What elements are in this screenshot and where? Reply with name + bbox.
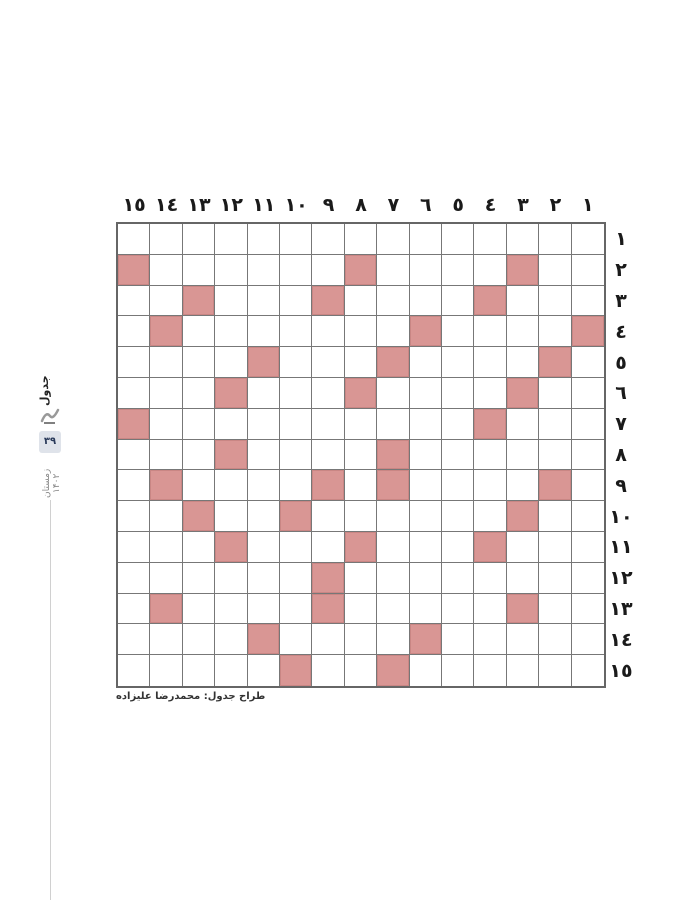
grid-cell[interactable] bbox=[474, 563, 506, 594]
grid-cell[interactable] bbox=[572, 594, 604, 625]
row-number: ٣ bbox=[615, 290, 627, 312]
grid-cell[interactable] bbox=[474, 624, 506, 655]
grid-cell[interactable] bbox=[150, 532, 182, 563]
grid-cell[interactable] bbox=[150, 255, 182, 286]
grid-cell[interactable] bbox=[539, 563, 571, 594]
grid-cell[interactable] bbox=[377, 594, 409, 625]
black-cell bbox=[248, 347, 280, 378]
grid-cell[interactable] bbox=[248, 378, 280, 409]
grid-cell[interactable] bbox=[118, 594, 150, 625]
grid-cell[interactable] bbox=[183, 255, 215, 286]
grid-cell[interactable] bbox=[215, 470, 247, 501]
grid-cell[interactable] bbox=[183, 440, 215, 471]
grid-cell[interactable] bbox=[474, 594, 506, 625]
black-cell bbox=[183, 286, 215, 317]
sidebar-rule bbox=[50, 500, 51, 900]
row-number: ١٣ bbox=[609, 598, 633, 620]
grid-cell[interactable] bbox=[118, 563, 150, 594]
black-cell bbox=[474, 409, 506, 440]
grid-cell[interactable] bbox=[572, 255, 604, 286]
grid-cell[interactable] bbox=[215, 347, 247, 378]
grid-cell[interactable] bbox=[118, 347, 150, 378]
grid-cell[interactable] bbox=[442, 655, 474, 686]
grid-cell[interactable] bbox=[215, 255, 247, 286]
row-number: ٦ bbox=[615, 382, 627, 405]
grid-cell[interactable] bbox=[248, 224, 280, 255]
grid-cell[interactable] bbox=[345, 624, 377, 655]
grid-cell[interactable] bbox=[410, 378, 442, 409]
row-number: ٥ bbox=[615, 351, 627, 374]
grid-cell[interactable] bbox=[150, 440, 182, 471]
grid-cell[interactable] bbox=[345, 655, 377, 686]
grid-cell[interactable] bbox=[442, 563, 474, 594]
grid-cell[interactable] bbox=[474, 655, 506, 686]
grid-cell[interactable] bbox=[183, 532, 215, 563]
black-cell bbox=[312, 563, 344, 594]
crossword-grid bbox=[116, 222, 606, 688]
grid-cell[interactable] bbox=[442, 470, 474, 501]
grid-cell[interactable] bbox=[410, 501, 442, 532]
grid-cell[interactable] bbox=[280, 563, 312, 594]
grid-cell[interactable] bbox=[474, 440, 506, 471]
grid-cell[interactable] bbox=[248, 316, 280, 347]
column-number: ۱ bbox=[581, 194, 594, 216]
grid-cell[interactable] bbox=[312, 501, 344, 532]
grid-cell[interactable] bbox=[215, 224, 247, 255]
grid-cell[interactable] bbox=[280, 378, 312, 409]
grid-cell[interactable] bbox=[377, 624, 409, 655]
black-cell bbox=[345, 378, 377, 409]
column-number: ۳ bbox=[517, 194, 529, 216]
grid-cell[interactable] bbox=[215, 655, 247, 686]
magazine-logo-icon bbox=[40, 407, 60, 425]
grid-cell[interactable] bbox=[150, 624, 182, 655]
black-cell bbox=[572, 316, 604, 347]
grid-cell[interactable] bbox=[150, 347, 182, 378]
column-number: ٥ bbox=[452, 194, 464, 216]
grid-cell[interactable] bbox=[377, 378, 409, 409]
grid-cell[interactable] bbox=[280, 470, 312, 501]
grid-cell[interactable] bbox=[377, 501, 409, 532]
grid-cell[interactable] bbox=[442, 532, 474, 563]
black-cell bbox=[345, 532, 377, 563]
grid-cell[interactable] bbox=[572, 224, 604, 255]
grid-cell[interactable] bbox=[248, 440, 280, 471]
grid-cell[interactable] bbox=[377, 286, 409, 317]
grid-cell[interactable] bbox=[312, 316, 344, 347]
grid-cell[interactable] bbox=[215, 409, 247, 440]
grid-cell[interactable] bbox=[572, 655, 604, 686]
grid-cell[interactable] bbox=[474, 347, 506, 378]
grid-cell[interactable] bbox=[442, 224, 474, 255]
grid-cell[interactable] bbox=[442, 624, 474, 655]
grid-cell[interactable] bbox=[215, 286, 247, 317]
grid-cell[interactable] bbox=[507, 624, 539, 655]
column-number: ١٠ bbox=[284, 194, 308, 216]
grid-cell[interactable] bbox=[312, 378, 344, 409]
designer-credit: طراح جدول: محمدرضا علیزاده bbox=[116, 691, 266, 702]
row-number: ١ bbox=[615, 228, 627, 251]
sidebar-title: جدول bbox=[38, 375, 51, 406]
grid-cell[interactable] bbox=[215, 624, 247, 655]
grid-cell[interactable] bbox=[312, 655, 344, 686]
grid-cell[interactable] bbox=[183, 224, 215, 255]
grid-cell[interactable] bbox=[410, 470, 442, 501]
grid-cell[interactable] bbox=[312, 624, 344, 655]
row-number: ١٤ bbox=[609, 628, 633, 651]
grid-cell[interactable] bbox=[377, 224, 409, 255]
row-number: ٧ bbox=[615, 413, 627, 436]
grid-cell[interactable] bbox=[507, 440, 539, 471]
grid-cell[interactable] bbox=[442, 286, 474, 317]
black-cell bbox=[150, 470, 182, 501]
grid-cell[interactable] bbox=[248, 563, 280, 594]
grid-cell[interactable] bbox=[312, 347, 344, 378]
grid-cell[interactable] bbox=[442, 378, 474, 409]
grid-cell[interactable] bbox=[507, 224, 539, 255]
grid-cell[interactable] bbox=[442, 501, 474, 532]
grid-cell[interactable] bbox=[507, 347, 539, 378]
grid-cell[interactable] bbox=[280, 316, 312, 347]
grid-cell[interactable] bbox=[572, 624, 604, 655]
grid-cell[interactable] bbox=[345, 440, 377, 471]
grid-cell[interactable] bbox=[280, 255, 312, 286]
grid-cell[interactable] bbox=[442, 440, 474, 471]
black-cell bbox=[248, 624, 280, 655]
column-number: ١٢ bbox=[219, 194, 243, 216]
grid-cell[interactable] bbox=[215, 501, 247, 532]
grid-cell[interactable] bbox=[280, 594, 312, 625]
grid-cell[interactable] bbox=[345, 316, 377, 347]
grid-cell[interactable] bbox=[118, 286, 150, 317]
grid-cell[interactable] bbox=[280, 409, 312, 440]
black-cell bbox=[474, 286, 506, 317]
black-cell bbox=[410, 316, 442, 347]
grid-cell[interactable] bbox=[410, 224, 442, 255]
grid-cell[interactable] bbox=[572, 470, 604, 501]
grid-cell[interactable] bbox=[215, 594, 247, 625]
grid-cell[interactable] bbox=[572, 286, 604, 317]
grid-cell[interactable] bbox=[572, 440, 604, 471]
grid-cell[interactable] bbox=[442, 594, 474, 625]
grid-cell[interactable] bbox=[572, 532, 604, 563]
grid-cell[interactable] bbox=[312, 224, 344, 255]
row-number: ٢ bbox=[615, 259, 627, 282]
grid-cell[interactable] bbox=[312, 409, 344, 440]
black-cell bbox=[280, 655, 312, 686]
black-cell bbox=[215, 440, 247, 471]
grid-cell[interactable] bbox=[183, 563, 215, 594]
row-number: ٩ bbox=[615, 474, 627, 497]
grid-cell[interactable] bbox=[410, 440, 442, 471]
grid-cell[interactable] bbox=[507, 286, 539, 317]
grid-cell[interactable] bbox=[474, 378, 506, 409]
grid-cell[interactable] bbox=[410, 347, 442, 378]
black-cell bbox=[539, 347, 571, 378]
grid-cell[interactable] bbox=[572, 563, 604, 594]
grid-cell[interactable] bbox=[410, 255, 442, 286]
grid-cell[interactable] bbox=[183, 347, 215, 378]
black-cell bbox=[507, 255, 539, 286]
grid-cell[interactable] bbox=[410, 655, 442, 686]
grid-cell[interactable] bbox=[377, 532, 409, 563]
black-cell bbox=[377, 440, 409, 471]
black-cell bbox=[377, 655, 409, 686]
grid-cell[interactable] bbox=[572, 501, 604, 532]
row-number: ١٢ bbox=[609, 567, 633, 590]
black-cell bbox=[183, 501, 215, 532]
grid-cell[interactable] bbox=[410, 409, 442, 440]
grid-cell[interactable] bbox=[539, 501, 571, 532]
grid-cell[interactable] bbox=[507, 655, 539, 686]
grid-cell[interactable] bbox=[572, 347, 604, 378]
grid-cell[interactable] bbox=[312, 255, 344, 286]
grid-cell[interactable] bbox=[280, 347, 312, 378]
grid-cell[interactable] bbox=[248, 532, 280, 563]
row-number: ١١ bbox=[609, 536, 633, 559]
grid-cell[interactable] bbox=[345, 286, 377, 317]
black-cell bbox=[215, 532, 247, 563]
grid-cell[interactable] bbox=[507, 532, 539, 563]
grid-cell[interactable] bbox=[248, 286, 280, 317]
black-cell bbox=[377, 470, 409, 501]
grid-cell[interactable] bbox=[377, 255, 409, 286]
grid-cell[interactable] bbox=[474, 224, 506, 255]
grid-cell[interactable] bbox=[118, 224, 150, 255]
row-number: ١٠ bbox=[609, 505, 633, 528]
grid-cell[interactable] bbox=[442, 316, 474, 347]
grid-cell[interactable] bbox=[474, 470, 506, 501]
black-cell bbox=[474, 532, 506, 563]
grid-cell[interactable] bbox=[118, 316, 150, 347]
black-cell bbox=[507, 594, 539, 625]
grid-cell[interactable] bbox=[150, 378, 182, 409]
grid-cell[interactable] bbox=[150, 224, 182, 255]
black-cell bbox=[280, 501, 312, 532]
grid-cell[interactable] bbox=[410, 594, 442, 625]
black-cell bbox=[377, 347, 409, 378]
grid-cell[interactable] bbox=[215, 563, 247, 594]
grid-cell[interactable] bbox=[183, 594, 215, 625]
grid-cell[interactable] bbox=[150, 409, 182, 440]
black-cell bbox=[410, 624, 442, 655]
grid-cell[interactable] bbox=[118, 655, 150, 686]
grid-cell[interactable] bbox=[507, 563, 539, 594]
grid-cell[interactable] bbox=[539, 378, 571, 409]
grid-cell[interactable] bbox=[539, 224, 571, 255]
grid-cell[interactable] bbox=[118, 532, 150, 563]
grid-cell[interactable] bbox=[572, 409, 604, 440]
column-number: ١٤ bbox=[154, 194, 179, 216]
grid-cell[interactable] bbox=[248, 594, 280, 625]
black-cell bbox=[507, 501, 539, 532]
column-number: ٩ bbox=[322, 194, 335, 216]
grid-cell[interactable] bbox=[183, 316, 215, 347]
grid-cell[interactable] bbox=[248, 470, 280, 501]
grid-cell[interactable] bbox=[539, 255, 571, 286]
grid-cell[interactable] bbox=[118, 440, 150, 471]
grid-cell[interactable] bbox=[183, 470, 215, 501]
grid-cell[interactable] bbox=[507, 316, 539, 347]
grid-cell[interactable] bbox=[118, 378, 150, 409]
grid-cell[interactable] bbox=[183, 624, 215, 655]
grid-cell[interactable] bbox=[539, 316, 571, 347]
grid-cell[interactable] bbox=[345, 409, 377, 440]
black-cell bbox=[118, 255, 150, 286]
column-number: ٧ bbox=[387, 194, 400, 216]
grid-cell[interactable] bbox=[248, 655, 280, 686]
grid-cell[interactable] bbox=[377, 563, 409, 594]
column-number: ٨ bbox=[355, 194, 367, 216]
column-number: ١٥ bbox=[122, 194, 146, 216]
grid-cell[interactable] bbox=[474, 501, 506, 532]
column-number: ٦ bbox=[419, 194, 432, 216]
black-cell bbox=[150, 316, 182, 347]
grid-cell[interactable] bbox=[118, 501, 150, 532]
grid-cell[interactable] bbox=[248, 409, 280, 440]
column-number: ٤ bbox=[484, 194, 497, 216]
grid-cell[interactable] bbox=[539, 286, 571, 317]
grid-cell[interactable] bbox=[410, 532, 442, 563]
page-number: ۳۹ bbox=[39, 431, 61, 453]
grid-cell[interactable] bbox=[539, 409, 571, 440]
grid-cell[interactable] bbox=[345, 594, 377, 625]
row-number: ٨ bbox=[615, 444, 627, 466]
issue-season: زمستان ۱۴۰۲ bbox=[42, 468, 62, 498]
grid-cell[interactable] bbox=[215, 316, 247, 347]
grid-cell[interactable] bbox=[118, 470, 150, 501]
grid-cell[interactable] bbox=[280, 624, 312, 655]
grid-cell[interactable] bbox=[345, 224, 377, 255]
grid-cell[interactable] bbox=[312, 440, 344, 471]
grid-cell[interactable] bbox=[150, 501, 182, 532]
grid-cell[interactable] bbox=[183, 378, 215, 409]
grid-cell[interactable] bbox=[410, 563, 442, 594]
grid-cell[interactable] bbox=[118, 624, 150, 655]
grid-cell[interactable] bbox=[442, 255, 474, 286]
grid-cell[interactable] bbox=[150, 286, 182, 317]
grid-cell[interactable] bbox=[539, 624, 571, 655]
grid-cell[interactable] bbox=[572, 378, 604, 409]
grid-cell[interactable] bbox=[539, 532, 571, 563]
grid-cell[interactable] bbox=[183, 655, 215, 686]
black-cell bbox=[312, 286, 344, 317]
column-number: ١٣ bbox=[187, 194, 211, 216]
grid-cell[interactable] bbox=[377, 409, 409, 440]
row-number: ١٥ bbox=[609, 659, 633, 682]
grid-cell[interactable] bbox=[150, 655, 182, 686]
grid-cell[interactable] bbox=[280, 286, 312, 317]
grid-cell[interactable] bbox=[539, 594, 571, 625]
black-cell bbox=[312, 594, 344, 625]
grid-cell[interactable] bbox=[539, 440, 571, 471]
grid-cell[interactable] bbox=[312, 532, 344, 563]
black-cell bbox=[507, 378, 539, 409]
grid-cell[interactable] bbox=[410, 286, 442, 317]
grid-cell[interactable] bbox=[539, 655, 571, 686]
grid-cell[interactable] bbox=[377, 316, 409, 347]
grid-cell[interactable] bbox=[280, 532, 312, 563]
grid-cell[interactable] bbox=[507, 409, 539, 440]
grid-cell[interactable] bbox=[183, 409, 215, 440]
column-number: ١١ bbox=[252, 194, 276, 216]
row-number: ٤ bbox=[615, 320, 627, 343]
black-cell bbox=[150, 594, 182, 625]
grid-cell[interactable] bbox=[345, 563, 377, 594]
grid-cell[interactable] bbox=[280, 440, 312, 471]
grid-cell[interactable] bbox=[507, 470, 539, 501]
grid-cell[interactable] bbox=[442, 409, 474, 440]
grid-cell[interactable] bbox=[150, 563, 182, 594]
black-cell bbox=[215, 378, 247, 409]
grid-cell[interactable] bbox=[345, 470, 377, 501]
column-number: ۲ bbox=[549, 194, 562, 216]
black-cell bbox=[539, 470, 571, 501]
grid-cell[interactable] bbox=[345, 501, 377, 532]
grid-cell[interactable] bbox=[474, 316, 506, 347]
grid-cell[interactable] bbox=[345, 347, 377, 378]
black-cell bbox=[345, 255, 377, 286]
grid-cell[interactable] bbox=[474, 255, 506, 286]
grid-cell[interactable] bbox=[248, 501, 280, 532]
grid-cell[interactable] bbox=[248, 255, 280, 286]
grid-cell[interactable] bbox=[280, 224, 312, 255]
black-cell bbox=[118, 409, 150, 440]
black-cell bbox=[312, 470, 344, 501]
grid-cell[interactable] bbox=[442, 347, 474, 378]
